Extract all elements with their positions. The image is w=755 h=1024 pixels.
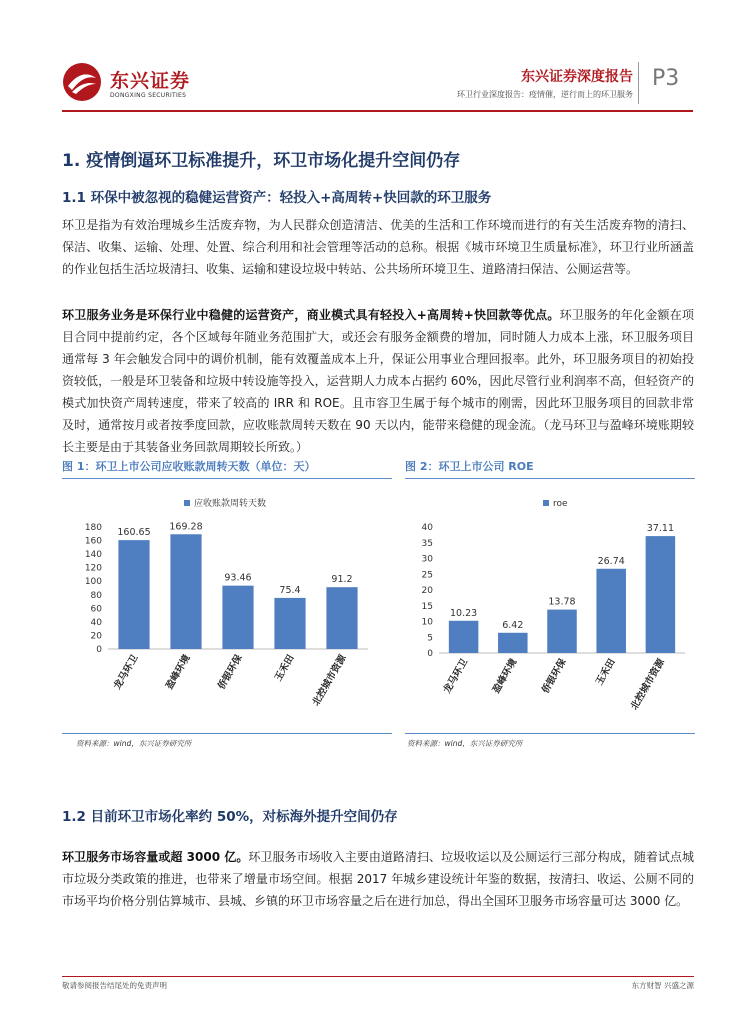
data-label: 160.65 <box>117 527 151 539</box>
figure1-title: 图 1：环卫上市公司应收账款周转天数（单位：天） <box>62 460 316 473</box>
y-tick-label: 0 <box>427 649 433 659</box>
receivable-days-chart <box>66 486 392 731</box>
y-tick-label: 60 <box>90 604 102 615</box>
report-subtitle: 环卫行业深度报告：疫情催，逆行而上的环卫服务 <box>457 90 633 99</box>
footer-disclaimer: 敬请参阅报告结尾处的免责声明 <box>62 981 167 990</box>
y-tick-label: 20 <box>90 631 102 642</box>
y-tick-label: 35 <box>421 538 433 549</box>
legend-label: 应收账款周转天数 <box>194 499 267 509</box>
y-tick-label: 160 <box>84 536 102 547</box>
legend-label: roe <box>553 499 568 509</box>
y-tick-label: 180 <box>84 523 102 533</box>
logo-text-en: DONGXING SECURITIES <box>110 92 187 99</box>
category-label: 北控城市资源 <box>628 657 667 712</box>
roe-chart <box>409 486 695 731</box>
data-label: 169.28 <box>169 521 203 533</box>
figure2-top-rule <box>405 478 695 479</box>
y-tick-label: 120 <box>84 563 102 574</box>
figure1-bottom-rule <box>62 733 392 734</box>
dongxing-logo-icon <box>62 62 102 102</box>
bar <box>547 610 577 653</box>
bar <box>274 598 305 649</box>
data-label: 6.42 <box>502 619 524 631</box>
footer-rule <box>62 976 694 977</box>
y-tick-label: 40 <box>421 523 433 533</box>
data-label: 91.2 <box>331 574 353 586</box>
category-label: 玉禾田 <box>594 657 618 688</box>
paragraph-lead-bold: 环卫服务市场容量或超 3000 亿。 <box>62 850 249 864</box>
data-label: 93.46 <box>224 572 252 584</box>
bar <box>449 621 479 653</box>
y-tick-label: 140 <box>84 550 102 561</box>
bar <box>222 586 253 649</box>
data-label: 26.74 <box>597 555 625 567</box>
legend-swatch <box>184 500 190 506</box>
y-tick-label: 100 <box>84 577 102 588</box>
y-tick-label: 5 <box>427 633 433 644</box>
bar <box>596 569 626 653</box>
header-rule <box>62 110 693 112</box>
y-tick-label: 15 <box>421 601 433 612</box>
paragraph-market-size <box>62 846 694 912</box>
y-tick-label: 80 <box>90 590 102 601</box>
category-label: 龙马环卫 <box>112 653 141 692</box>
subsection-heading-1-2: 1.2 目前环卫市场化率约 50%，对标海外提升空间仍存 <box>62 809 398 825</box>
bar <box>170 534 201 649</box>
paragraph-body: 环卫服务市场收入主要由道路清扫、垃圾收运以及公厕运行三部分构成，随着试点城市垃圾分类政策的推进，也带来了增量市场空间。根据 2017 年城乡建设统计年鉴的数据，按清扫、收运、公厕不同的市场平均价格分别估算城市、县城、乡镇的环卫市场容量之后在进行加总，得出全国环卫服务市场容量可达 3000 亿。 <box>62 850 694 908</box>
paragraph-body: 环卫服务的年化金额在项目合同中提前约定，各个区域每年随业务范围扩大，或还会有服务金额费的增加，同时随人力成本上涨，环卫服务项目通常每 3 年会触发合同中的调价机制，能有效覆盖成本上升，保证公用事业合理回报率。此外，环卫服务项目的初始投资较低，一般是环卫装备和垃圾中转设施等投入，运营期人力成本占据约 60%，因此尽管行业利润率不高，但轻资产的模式加快资产周转速度，带来了较高的 IRR 和 ROE。且市容卫生属于每个城市的刚需，因此环卫服务项目的回款非常及时，通常按月或者按季度回款，应收账款周转天数在 90 天以内，能带来稳健的现金流。（龙马环卫与盈峰环境账期较长主要是由于其装备业务回款周期较长所致。） <box>62 308 694 454</box>
bar <box>326 587 357 649</box>
data-label: 75.4 <box>279 584 301 596</box>
company-logo <box>62 62 232 108</box>
data-label: 37.11 <box>646 523 675 535</box>
paragraph-business-model <box>62 304 694 458</box>
paragraph-definition: 环卫是指为有效治理城乡生活废弃物，为人民群众创造清洁、优美的生活和工作环境而进行的有关生活废弃物的清扫、保洁、收集、运输、处理、处置、综合利用和社会管理等活动的总称。根据《城市环境卫生质量标准》，环卫行业所涵盖的作业包括生活垃圾清扫、收集、运输和建设垃圾中转站、公共场所环境卫生、道路清扫保洁、公厕运营等。 <box>62 218 694 276</box>
category-label: 北控城市资源 <box>310 653 349 708</box>
section-heading: 1. 疫情倒逼环卫标准提升，环卫市场化提升空间仍存 <box>62 151 461 171</box>
y-tick-label: 0 <box>96 645 102 655</box>
y-tick-label: 25 <box>421 570 433 581</box>
logo-text-cn: 东兴证券 <box>110 70 191 92</box>
figure2-bottom-rule <box>405 733 695 734</box>
bar <box>646 536 676 653</box>
y-tick-label: 20 <box>421 586 433 596</box>
category-label: 玉禾田 <box>272 653 297 684</box>
figure1-source: 资料来源：wind，东兴证券研究所 <box>76 739 192 748</box>
paragraph-lead-bold: 环卫服务业务是环保行业中稳健的运营资产，商业模式具有轻投入+高周转+快回款等优点。 <box>62 308 560 322</box>
category-label: 侨银环保 <box>540 657 569 696</box>
data-label: 13.78 <box>548 596 576 608</box>
report-title: 东兴证券深度报告 <box>521 69 633 85</box>
figure1-top-rule <box>62 478 392 479</box>
bar <box>118 540 149 649</box>
footer-slogan: 东方财智 兴盛之源 <box>631 981 694 990</box>
data-label: 10.23 <box>449 607 478 619</box>
y-tick-label: 10 <box>421 617 433 628</box>
figure2-source: 资料来源：wind，东兴证券研究所 <box>407 739 523 748</box>
category-label: 侨银环保 <box>216 653 245 692</box>
header-divider <box>638 62 639 104</box>
category-label: 龙马环卫 <box>441 657 471 696</box>
category-label: 盈峰环境 <box>490 657 520 696</box>
subsection-heading-1-1: 1.1 环保中被忽视的稳健运营资产：轻投入+高周转+快回款的环卫服务 <box>62 190 492 206</box>
category-label: 盈峰环境 <box>164 653 193 692</box>
figure2-title: 图 2：环卫上市公司 ROE <box>405 460 534 473</box>
y-tick-label: 30 <box>421 554 433 565</box>
legend-swatch <box>543 500 549 506</box>
y-tick-label: 40 <box>90 617 102 628</box>
page-number: P3 <box>652 66 680 91</box>
bar <box>498 633 528 653</box>
